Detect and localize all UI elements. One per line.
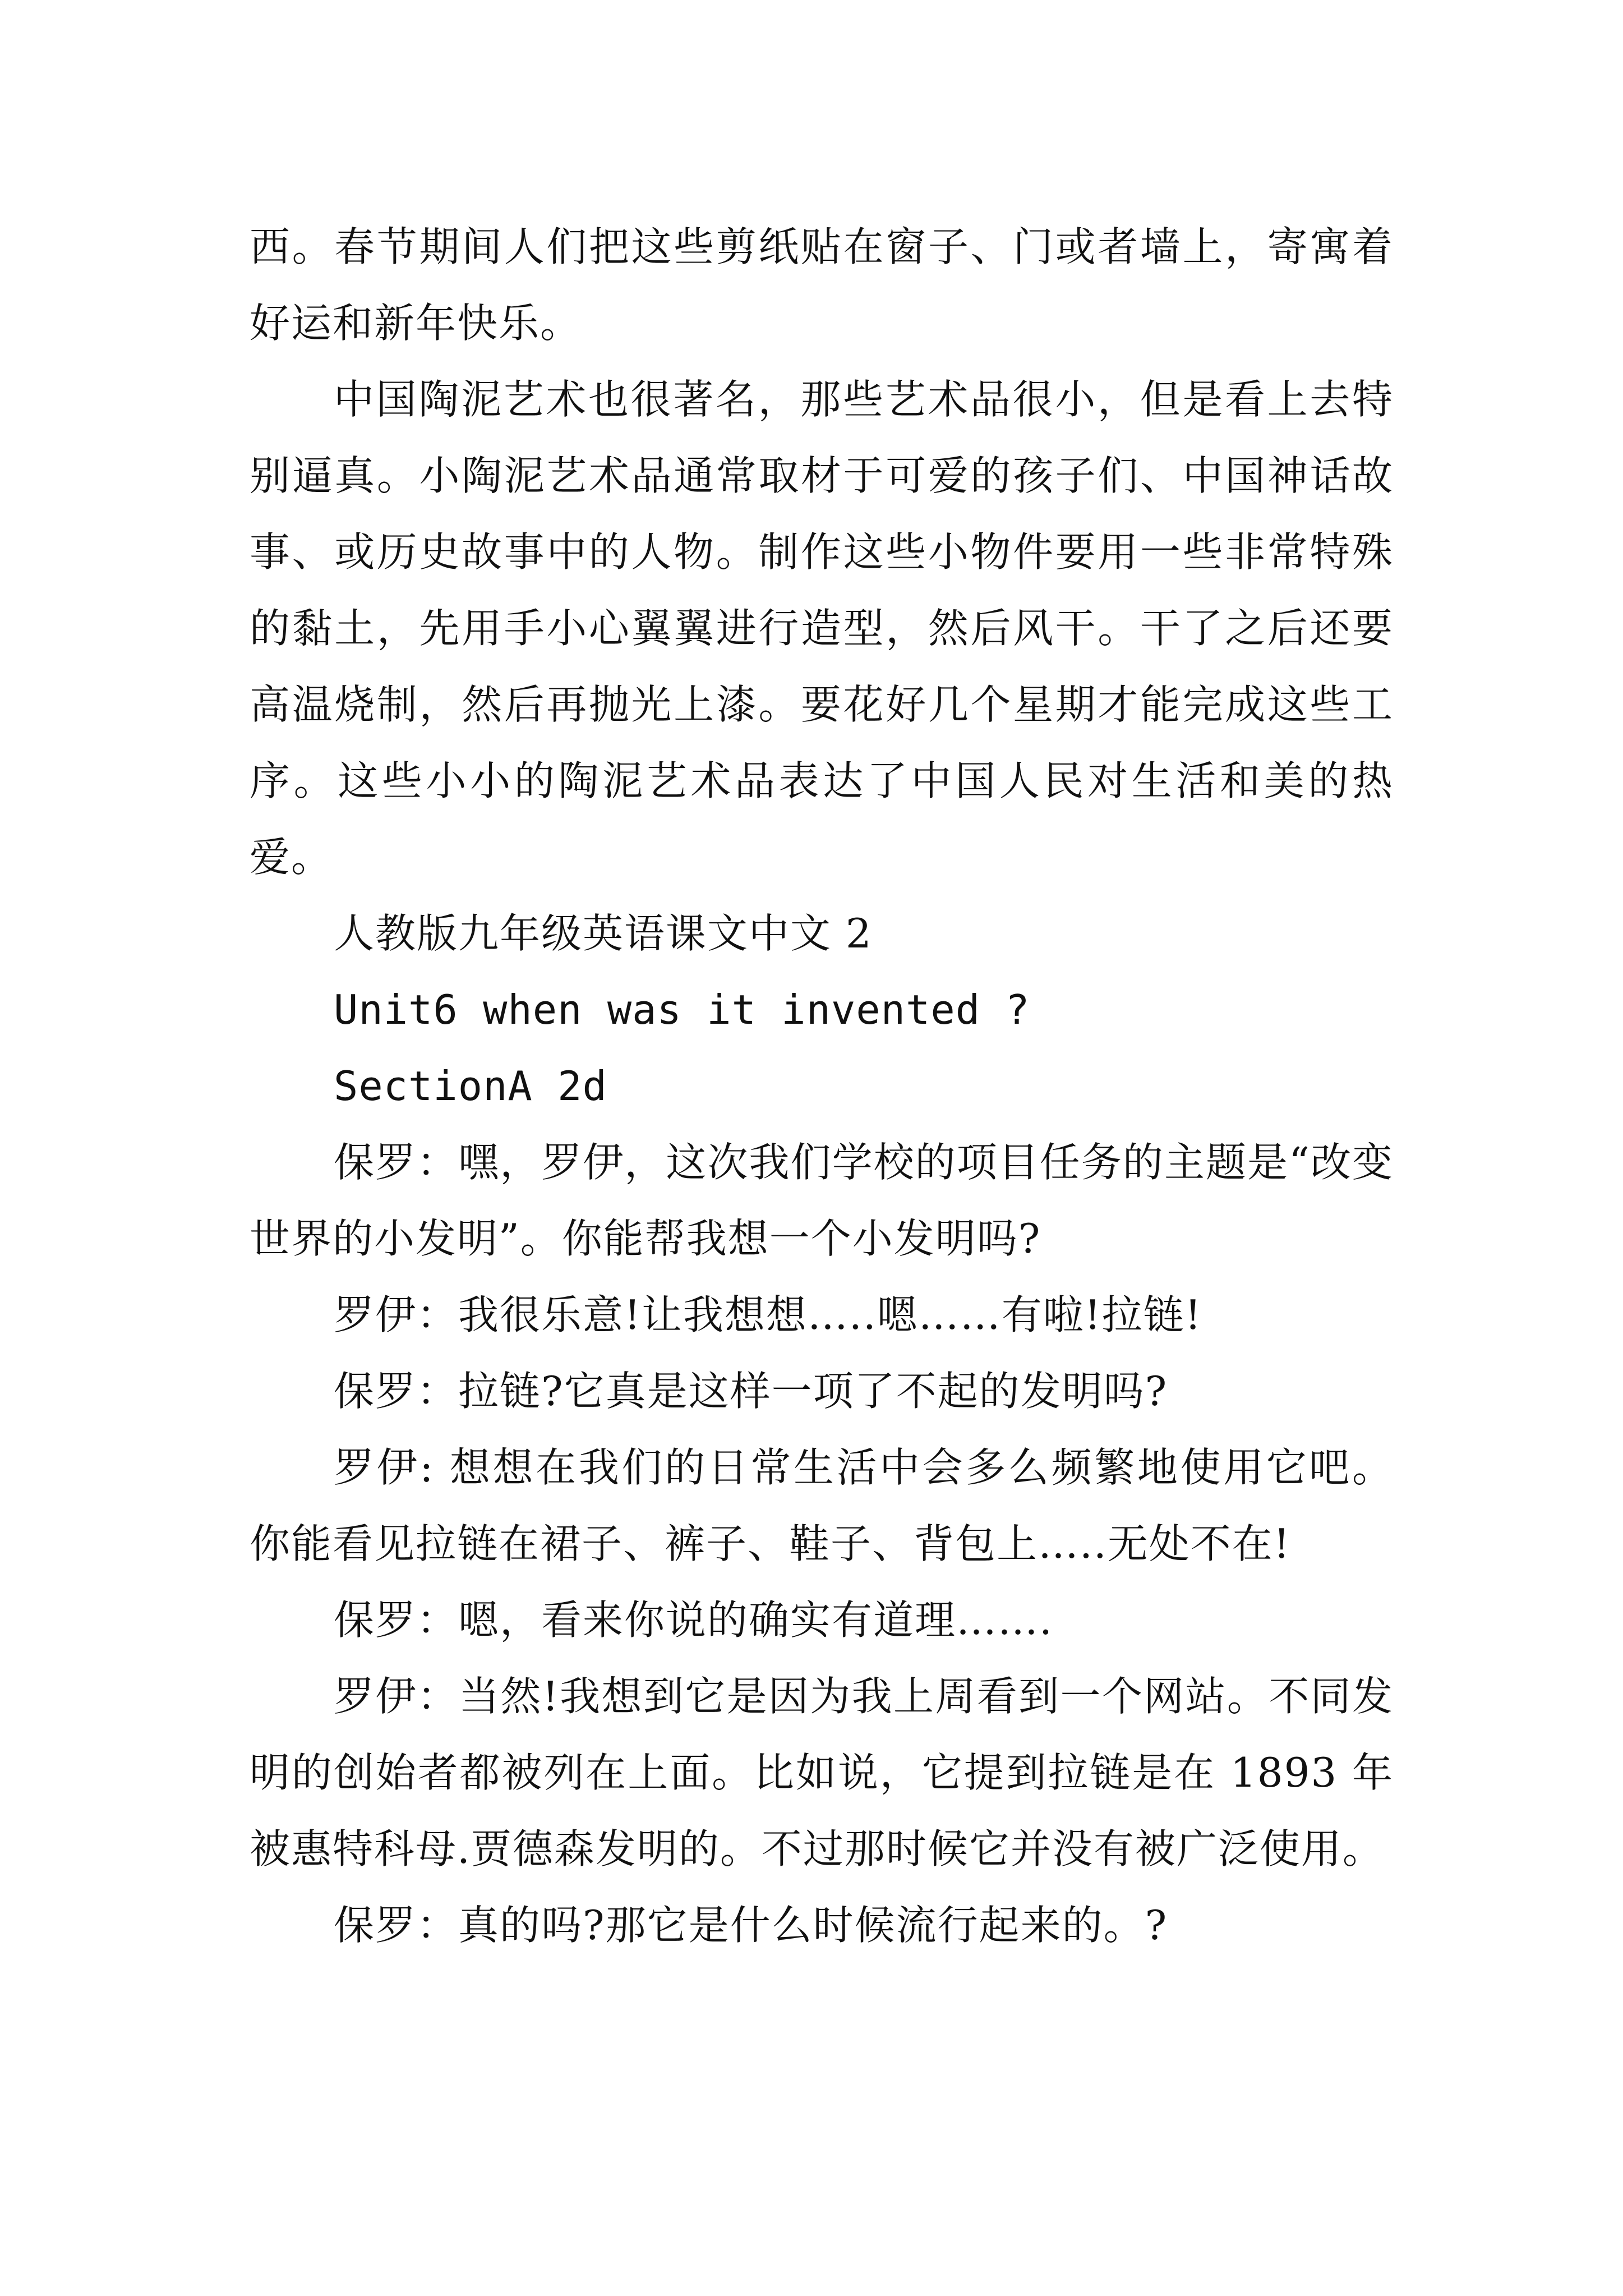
document-body <box>250 209 1394 1963</box>
section-heading: 人教版九年级英语课文中文 2 <box>334 910 873 957</box>
dialogue-line-2: 罗伊：我很乐意!让我想想…..嗯……有啦!拉链! <box>334 1291 1202 1338</box>
section-label: SectionA 2d <box>334 1062 607 1110</box>
dialogue-line-6: 罗伊：当然!我想到它是因为我上周看到一个网站。不同发明的创始者都被列在上面。比如说，它提到拉链是在 1893 年被惠特科母.贾德森发明的。不过那时候它并没有被广泛使用。 <box>250 1673 1394 1872</box>
paragraph-1: 西。春节期间人们把这些剪纸贴在窗子、门或者墙上，寄寓着好运和新年快乐。 <box>250 223 1394 347</box>
dialogue-line-5: 保罗：嗯，看来你说的确实有道理……. <box>334 1596 1053 1644</box>
dialogue-line-7: 保罗：真的吗?那它是什么时候流行起来的。? <box>334 1902 1168 1949</box>
dialogue-line-3: 保罗：拉链?它真是这样一项了不起的发明吗? <box>334 1368 1168 1415</box>
dialogue-line-4: 罗伊: 想想在我们的日常生活中会多么频繁地使用它吧。你能看见拉链在裙子、裤子、鞋子、背包上…..无处不在! <box>250 1444 1394 1567</box>
unit-title: Unit6 when was it invented ? <box>334 986 1030 1033</box>
dialogue-line-1: 保罗：嘿，罗伊，这次我们学校的项目任务的主题是“改变世界的小发明”。你能帮我想一个小发明吗? <box>250 1139 1394 1262</box>
paragraph-2: 中国陶泥艺术也很著名，那些艺术品很小，但是看上去特别逼真。小陶泥艺术品通常取材于可爱的孩子们、中国神话故事、或历史故事中的人物。制作这些小物件要用一些非常特殊的黏土，先用手小心翼翼进行造型，然后风干。干了之后还要高温烧制，然后再抛光上漆。要花好几个星期才能完成这些工序。这些小小的陶泥艺术品表达了中国人民对生活和美的热爱。 <box>250 376 1394 881</box>
